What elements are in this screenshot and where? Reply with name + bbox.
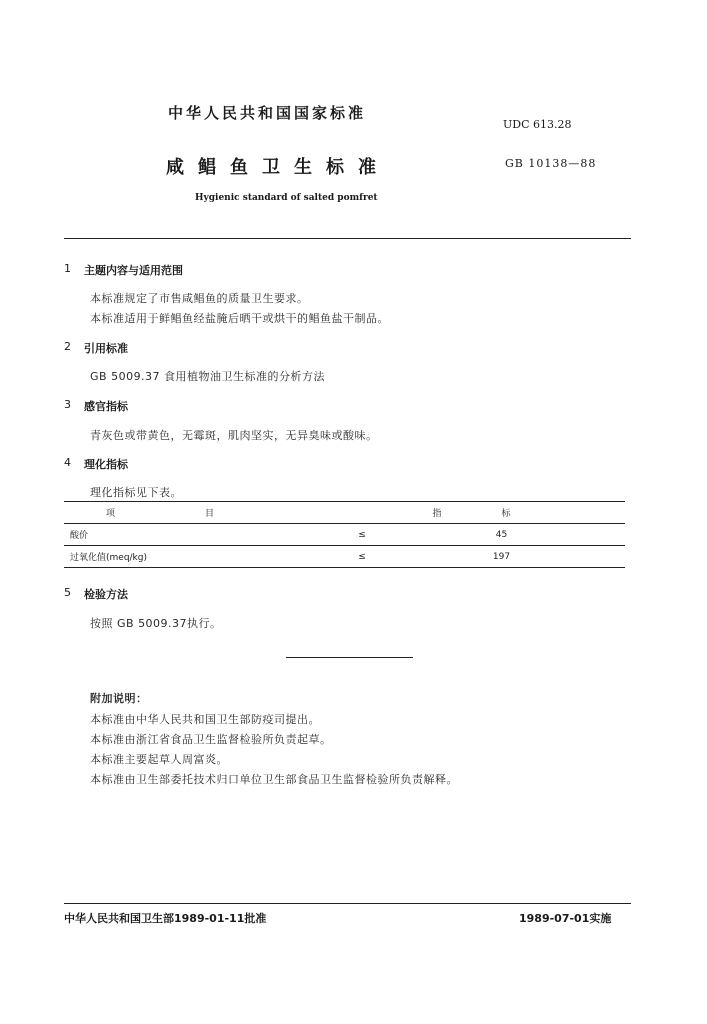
paragraph: GB 5009.37 食用植物油卫生标准的分析方法 [90, 370, 326, 383]
table-header-item: 项目 [105, 509, 304, 519]
appendix-line: 本标准由卫生部委托技术归口单位卫生部食品卫生监督检验所负责解释。 [90, 773, 458, 786]
udc-code: UDC 613.28 [503, 118, 572, 131]
section-number: 5 [64, 586, 71, 599]
divider [286, 657, 413, 658]
table-header-sign [346, 502, 378, 524]
gb-code: GB 10138—88 [505, 157, 597, 170]
paragraph: 按照 GB 5009.37执行。 [90, 617, 222, 630]
appendix-line: 本标准由中华人民共和国卫生部防疫司提出。 [90, 713, 320, 726]
appendix-title: 附加说明： [90, 692, 148, 705]
national-standard-heading: 中华人民共和国国家标准 [168, 104, 367, 122]
table-row [64, 546, 625, 568]
table-header-row [64, 502, 625, 524]
header-rule [64, 238, 631, 239]
paragraph: 理化指标见下表。 [90, 486, 182, 499]
paragraph: 本标准规定了市售咸鲳鱼的质量卫生要求。 [90, 292, 309, 305]
section-number: 4 [64, 456, 71, 469]
table-cell-sign: ≤ [358, 529, 366, 540]
table-cell-sign: ≤ [358, 551, 366, 562]
paragraph: 青灰色或带黄色，无霉斑，肌肉坚实，无异臭味或酸味。 [90, 429, 378, 442]
table-header-value: 指标 [432, 509, 571, 519]
table-cell-value: 45 [495, 529, 508, 540]
paragraph: 本标准适用于鲜鲳鱼经盐腌后晒干或烘干的鲳鱼盐干制品。 [90, 312, 389, 325]
section-title: 主题内容与适用范围 [84, 264, 183, 277]
table-cell-item: 过氧化值(meq/kg) [70, 553, 147, 563]
table-row [64, 524, 625, 546]
section-number: 1 [64, 262, 71, 275]
physicochemical-table [64, 501, 625, 568]
approval-date: 中华人民共和国卫生部1989-01-11批准 [64, 912, 267, 925]
table-cell-item: 酸价 [70, 531, 89, 541]
section-number: 2 [64, 340, 71, 353]
document-title: 咸鲳鱼卫生标准 [166, 157, 390, 178]
footer-rule [64, 903, 631, 904]
section-title: 理化指标 [84, 458, 128, 471]
section-title: 引用标准 [84, 342, 128, 355]
english-title: Hygienic standard of salted pomfret [195, 193, 378, 203]
effective-date: 1989-07-01实施 [519, 912, 612, 925]
table-cell-value: 197 [492, 551, 511, 562]
section-title: 检验方法 [84, 588, 128, 601]
section-number: 3 [64, 398, 71, 411]
appendix-line: 本标准由浙江省食品卫生监督检验所负责起草。 [90, 733, 332, 746]
section-title: 感官指标 [84, 400, 128, 413]
appendix-line: 本标准主要起草人周富炎。 [90, 753, 228, 766]
